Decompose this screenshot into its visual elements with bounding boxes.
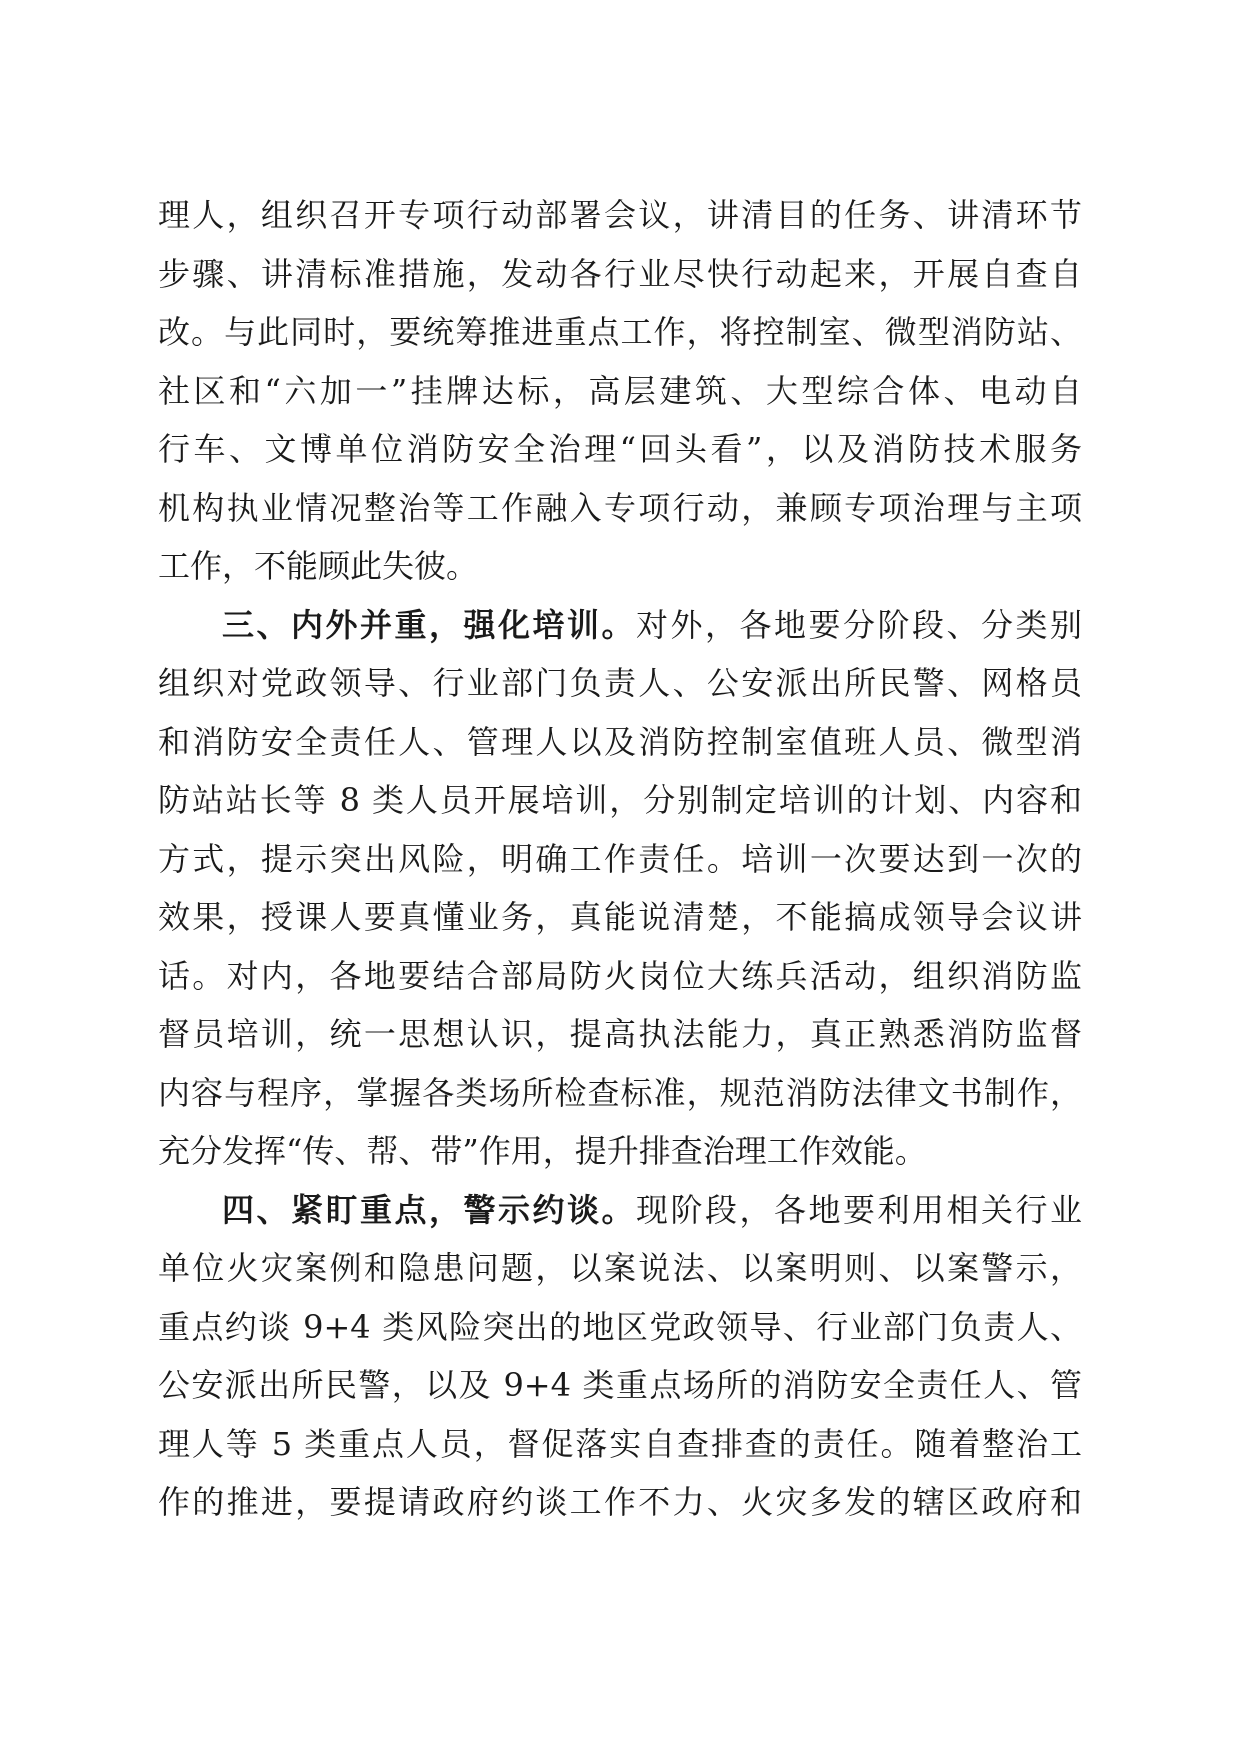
paragraph-line: 工作，不能顾此失彼。 — [158, 547, 479, 585]
paragraph-line: 公安派出所民警，以及 9+4 类重点场所的消防安全责任人、管 — [158, 1366, 1082, 1404]
paragraph-line: 督员培训，统一思想认识，提高执法能力，真正熟悉消防监督 — [158, 1015, 1082, 1053]
paragraph-line: 效果，授课人要真懂业务，真能说清楚，不能搞成领导会议讲 — [158, 898, 1082, 936]
paragraph-line: 重点约谈 9+4 类风险突出的地区党政领导、行业部门负责人、 — [158, 1307, 1082, 1346]
paragraph-line: 理人，组织召开专项行动部署会议，讲清目的任务、讲清环节 — [158, 196, 1082, 234]
paragraph-line: 理人等 5 类重点人员，督促落实自查排查的责任。随着整治工 — [158, 1424, 1082, 1463]
section-four-first-line — [158, 1181, 1082, 1240]
paragraph-line: 防站站长等 8 类人员开展培训，分别制定培训的计划、内容和 — [158, 781, 1082, 819]
paragraph-line: 机构执业情况整治等工作融入专项行动，兼顾专项治理与主项 — [158, 488, 1082, 527]
paragraph-line: 步骤、讲清标准措施，发动各行业尽快行动起来，开展自查自 — [158, 254, 1082, 293]
paragraph-line: 改。与此同时，要统筹推进重点工作，将控制室、微型消防站、 — [158, 313, 1082, 351]
paragraph-line: 行车、文博单位消防安全治理“回头看”，以及消防技术服务 — [158, 430, 1082, 468]
paragraph-line: 单位火灾案例和隐患问题，以案说法、以案明则、以案警示， — [158, 1249, 1082, 1287]
paragraph-line: 方式，提示突出风险，明确工作责任。培训一次要达到一次的 — [158, 839, 1082, 878]
paragraph-line: 和消防安全责任人、管理人以及消防控制室值班人员、微型消 — [158, 722, 1082, 761]
section-three-heading: 三、内外并重，强化培训。 — [222, 605, 636, 644]
document-body — [158, 186, 1082, 1532]
paragraph-line: 作的推进，要提请政府约谈工作不力、火灾多发的辖区政府和 — [158, 1483, 1082, 1521]
section-three-lead: 对外，各地要分阶段、分类别 — [636, 605, 1082, 644]
paragraph-line: 社区和“六加一”挂牌达标，高层建筑、大型综合体、电动自 — [158, 371, 1082, 410]
paragraph-line: 组织对党政领导、行业部门负责人、公安派出所民警、网格员 — [158, 664, 1082, 702]
paragraph-line: 充分发挥“传、帮、带”作用，提升排查治理工作效能。 — [158, 1132, 927, 1170]
section-four-heading: 四、紧盯重点，警示约谈。 — [222, 1190, 636, 1229]
paragraph-line: 话。对内，各地要结合部局防火岗位大练兵活动，组织消防监 — [158, 956, 1082, 995]
section-four-lead: 现阶段，各地要利用相关行业 — [636, 1190, 1082, 1229]
paragraph-line: 内容与程序，掌握各类场所检查标准，规范消防法律文书制作， — [158, 1073, 1082, 1112]
section-three-first-line — [158, 596, 1082, 655]
